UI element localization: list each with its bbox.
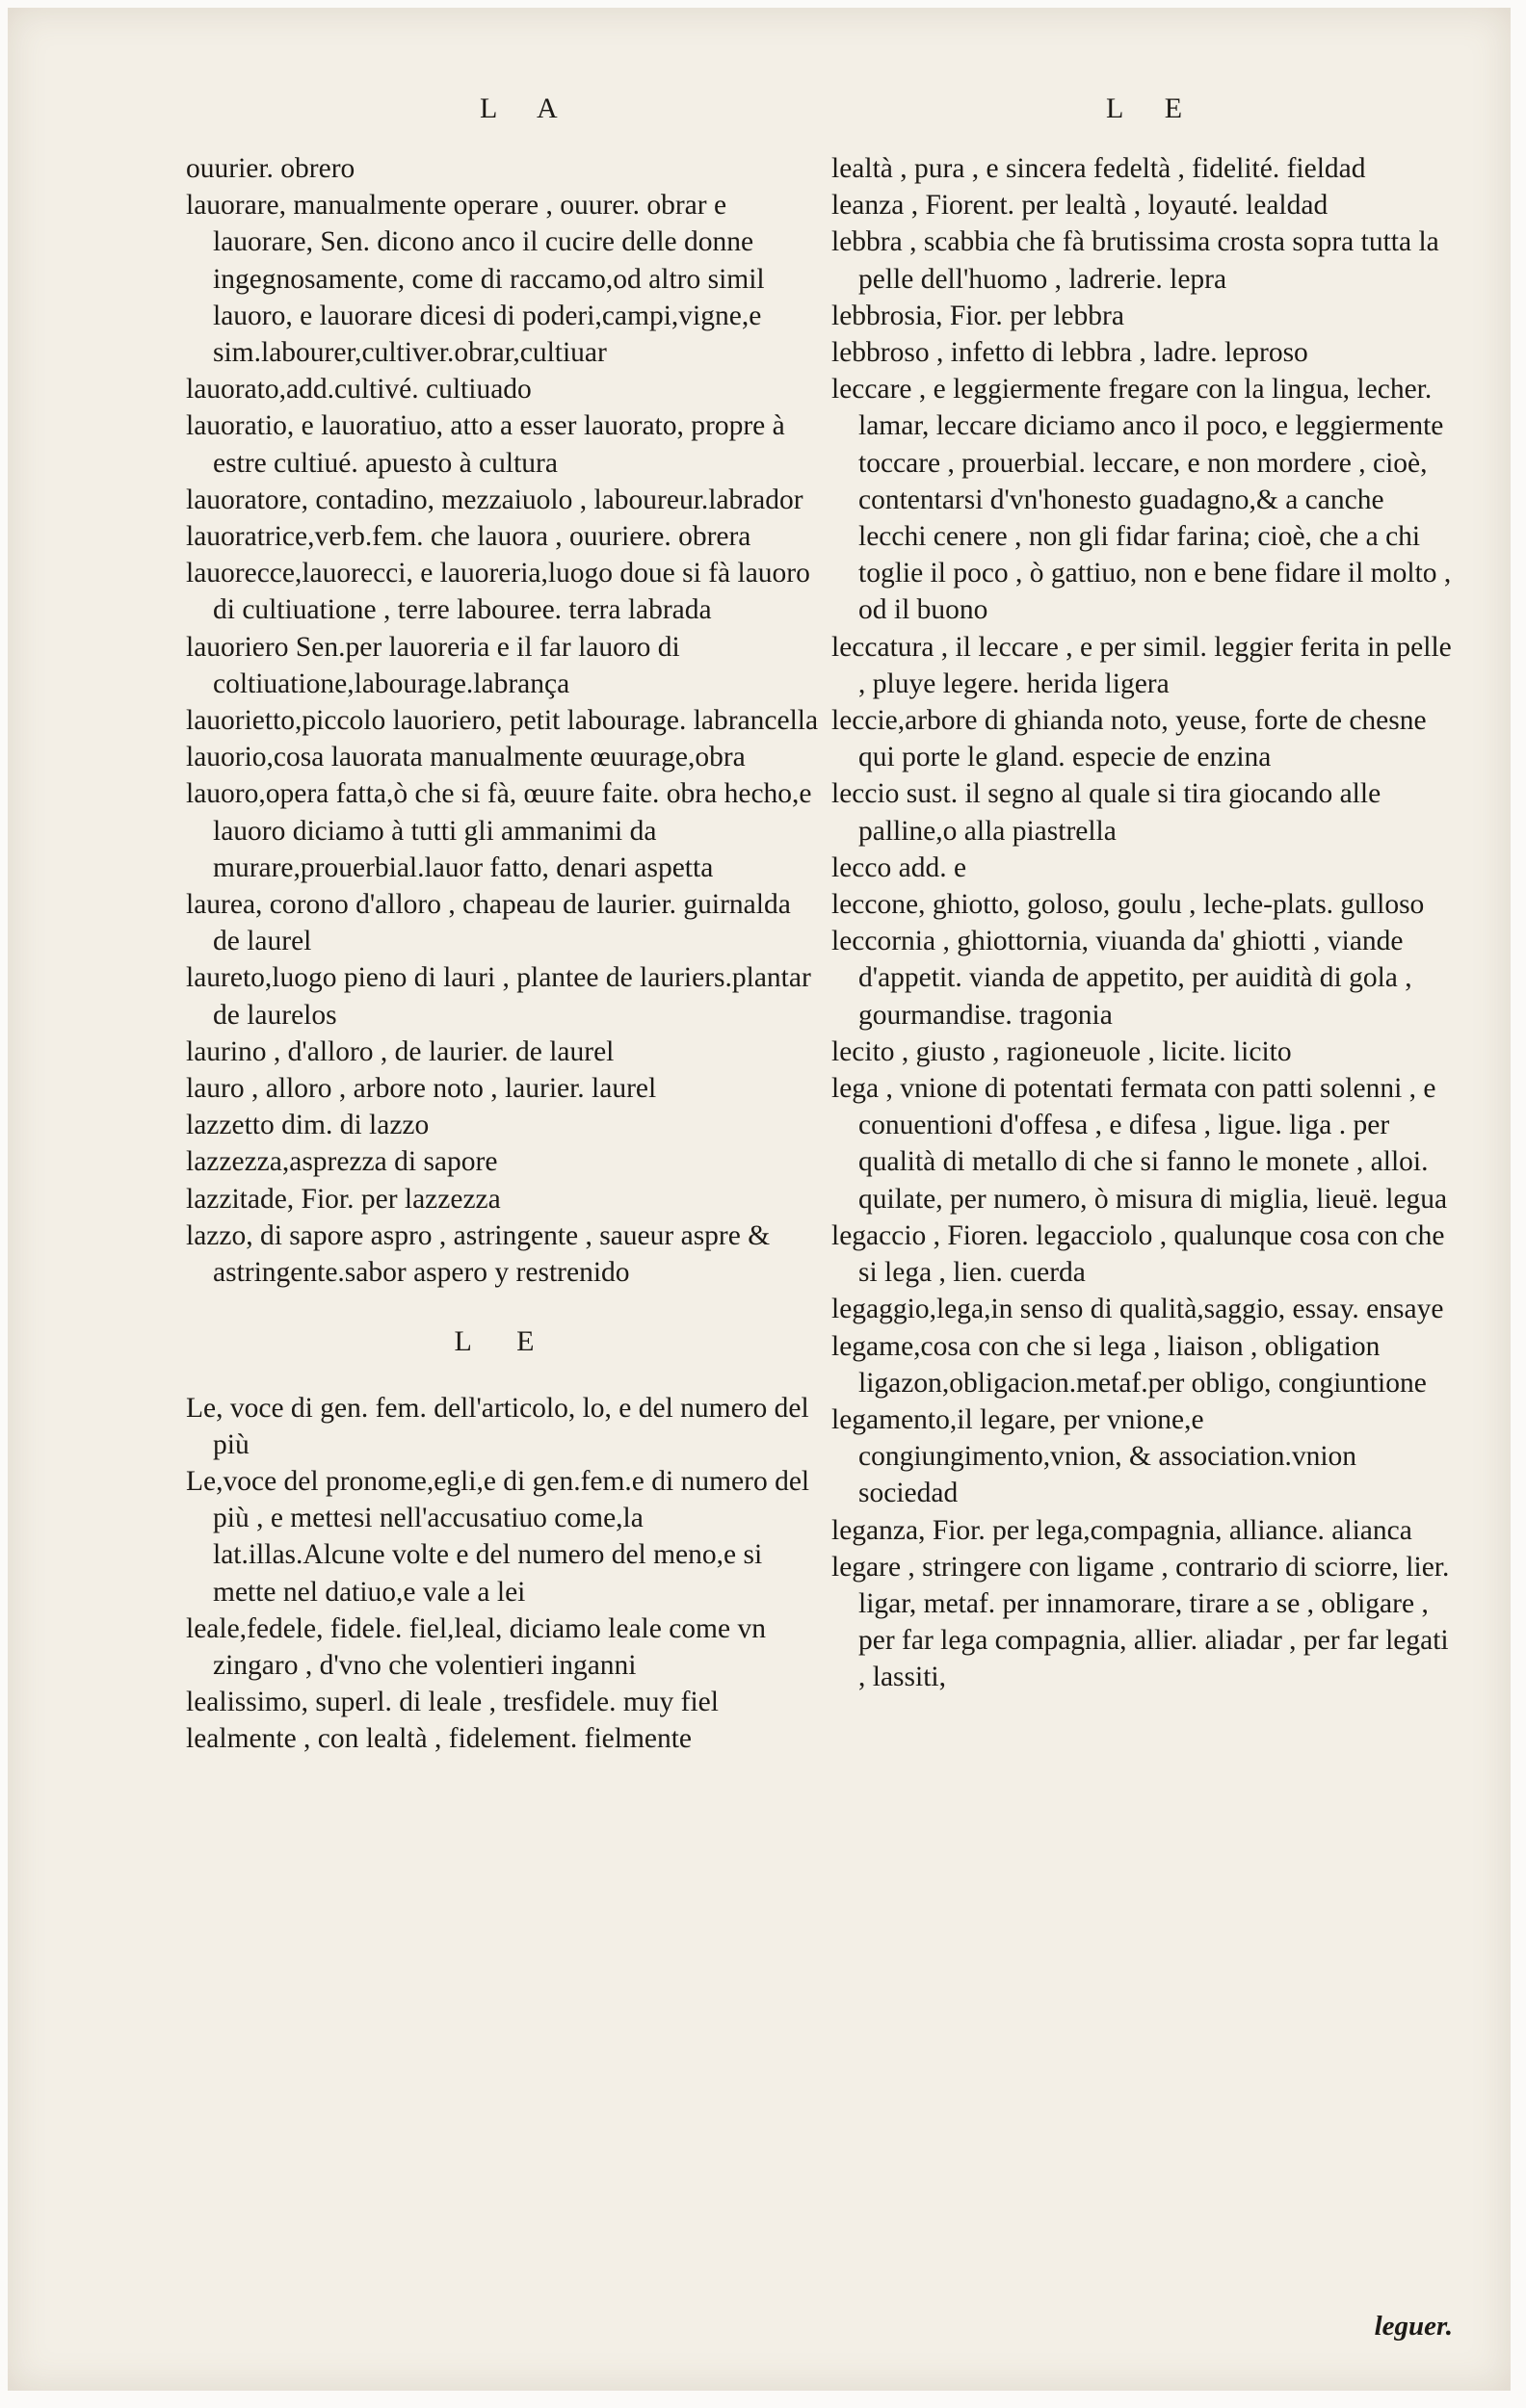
dictionary-entry: lauoratrice,verb.fem. che lauora , ouuriere. obrera (186, 521, 751, 553)
dictionary-entry: lealmente , con lealtà , fidelement. fielmente (186, 1723, 693, 1755)
dictionary-entry: lealissimo, superl. di leale , tresfidele. muy fiel (186, 1687, 719, 1718)
left-column (186, 150, 822, 1758)
dictionary-entry: leganza, Fior. per lega,compagnia, alliance. alianca (831, 1514, 1412, 1546)
dictionary-entry: ouurier. obrero (186, 153, 355, 184)
dictionary-entry: lauorato,add.cultivé. cultiuado (186, 374, 532, 406)
dictionary-entry: leccio sust. il segno al quale si tira giocando alle palline,o alla piastrella (831, 778, 1381, 847)
section-heading: L E (454, 1325, 554, 1358)
dictionary-entry: leccornia , ghiottornia, viuanda da' ghiotti , viande d'appetit. vianda de appetito, per auidità di gola , gourmandise. tragonia (831, 926, 1412, 1031)
dictionary-entry: lauorecce,lauorecci, e lauoreria,luogo doue si fà lauoro di cultiuatione , terre labouree. terra labrada (186, 558, 810, 626)
dictionary-page (8, 8, 1511, 2391)
dictionary-entry: leccone, ghiotto, goloso, goulu , leche-plats. gulloso (831, 889, 1425, 921)
dictionary-entry: lauoratio, e lauoratiuo, atto a esser lauorato, propre à estre cultiué. apuesto à cultura (186, 410, 785, 479)
dictionary-entry: lazzezza,asprezza di sapore (186, 1146, 498, 1178)
dictionary-entry: lecito , giusto , ragioneuole , licite. licito (831, 1035, 1292, 1067)
right-column (831, 150, 1458, 1696)
dictionary-entry: lauoratore, contadino, mezzaiuolo , laboureur.labrador (186, 484, 803, 515)
dictionary-entry: laureto,luogo pieno di lauri , plantee de lauriers.plantar de laurelos (186, 962, 811, 1031)
dictionary-entry: lebbra , scabbia che fà brutissima crosta sopra tutta la pelle dell'huomo , ladrerie. lepra (831, 226, 1439, 295)
dictionary-entry: legare , stringere con ligame , contrario di sciorre, lier. ligar, metaf. per innamorare, tirare a se , obligare , per far lega compagnia, allier. aliadar , per far legati , lassiti, (831, 1551, 1450, 1693)
catchword: leguer. (1374, 2311, 1453, 2342)
dictionary-entry: leccie,arbore di ghianda noto, yeuse, forte de chesne qui porte le gland. especie de enzina (831, 705, 1427, 773)
dictionary-entry: leccatura , il leccare , e per simil. leggier ferita in pelle , pluye legere. herida ligera (831, 631, 1452, 699)
dictionary-entry: lebbroso , infetto di lebbra , ladre. leproso (831, 337, 1308, 369)
dictionary-entry: laurino , d'alloro , de laurier. de laurel (186, 1035, 615, 1067)
dictionary-entry: lazzitade, Fior. per lazzezza (186, 1183, 501, 1215)
dictionary-entry: Le,voce del pronome,egli,e di gen.fem.e di numero del più , e mettesi nell'accusatiuo come,la lat.illas.Alcune volte e del numero del meno,e si mette nel datiuo,e vale a lei (186, 1465, 810, 1608)
dictionary-entry: legame,cosa con che si lega , liaison , obligation ligazon,obligacion.metaf.per obligo, congiuntione (831, 1330, 1427, 1399)
left-column-header: L A (480, 92, 575, 124)
right-column-header: L E (1106, 92, 1200, 124)
dictionary-entry: Le, voce di gen. fem. dell'articolo, lo, e del numero del più (186, 1392, 809, 1460)
dictionary-entry: leanza , Fiorent. per lealtà , loyauté. lealdad (831, 190, 1329, 222)
dictionary-entry: lebbrosia, Fior. per lebbra (831, 300, 1124, 331)
dictionary-entry: lauoriero Sen.per lauoreria e il far lauoro di coltiuatione,labourage.labrança (186, 631, 680, 699)
dictionary-entry: leale,fedele, fidele. fiel,leal, diciamo leale come vn zingaro , d'vno che volentieri inganni (186, 1612, 766, 1681)
dictionary-entry: legamento,il legare, per vnione,e congiungimento,vnion, & association.vnion sociedad (831, 1403, 1357, 1509)
dictionary-entry: lauro , alloro , arbore noto , laurier. laurel (186, 1073, 657, 1105)
dictionary-entry: lauorio,cosa lauorata manualmente œuurage,obra (186, 742, 746, 773)
dictionary-entry: lauorare, manualmente operare , ouurer. obrar e lauorare, Sen. dicono anco il cucire delle donne ingegnosamente, come di raccamo,od altro simil lauoro, e lauorare dicesi di poderi,campi,vigne,e sim.labourer,cultiver.obrar,cultiuar (186, 190, 765, 369)
dictionary-entry: lauoro,opera fatta,ò che si fà, œuure faite. obra hecho,e lauoro diciamo à tutti gli ammanimi da murare,prouerbial.lauor fatto, denari aspetta (186, 778, 812, 883)
dictionary-entry: leccare , e leggiermente fregare con la lingua, lecher. lamar, leccare diciamo anco il poco, e leggiermente toccare , prouerbial. leccare, e non mordere , cioè, contentarsi d'vn'honesto guadagno,& a canche lecchi cenere , non gli fidar farina; cioè, che a chi toglie il poco , ò gattiuo, non e bene fidare il molto , od il buono (831, 374, 1452, 626)
dictionary-entry: lecco add. e (831, 851, 967, 883)
dictionary-entry: legaggio,lega,in senso di qualità,saggio, essay. ensaye (831, 1294, 1444, 1325)
dictionary-entry: lazzo, di sapore aspro , astringente , saueur aspre & astringente.sabor aspero y restrenido (186, 1219, 771, 1289)
dictionary-entry: laurea, corono d'alloro , chapeau de laurier. guirnalda de laurel (186, 889, 791, 957)
dictionary-entry: legaccio , Fioren. legacciolo , qualunque cosa con che si lega , lien. cuerda (831, 1219, 1445, 1289)
dictionary-entry: lauorietto,piccolo lauoriero, petit labourage. labrancella (186, 705, 819, 737)
dictionary-entry: lealtà , pura , e sincera fedeltà , fidelité. fieldad (831, 153, 1366, 184)
dictionary-entry: lega , vnione di potentati fermata con patti solenni , e conuentioni d'offesa , e difesa , ligue. liga . per qualità di metallo di che si fanno le monete , alloi. quilate, per numero, ò misura di miglia, lieuë. legua (831, 1073, 1448, 1215)
dictionary-entry: lazzetto dim. di lazzo (186, 1110, 430, 1141)
